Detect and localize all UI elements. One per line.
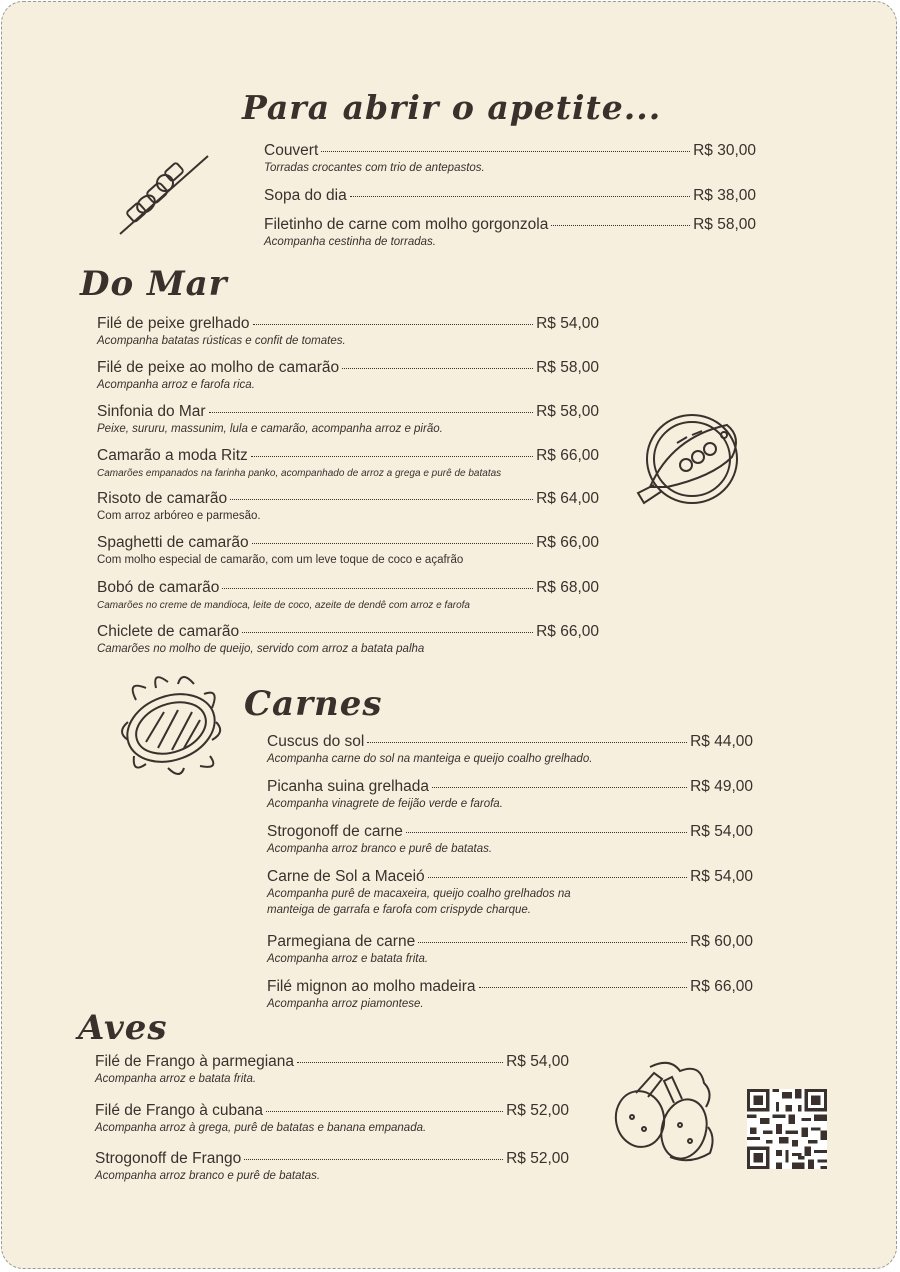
item-price: R$ 66,00	[536, 623, 599, 640]
item-name: Strogonoff de carne	[267, 823, 403, 840]
menu-item	[95, 1053, 569, 1087]
item-desc: Acompanha arroz e batata frita.	[267, 953, 429, 965]
item-name: Sopa do dia	[264, 187, 347, 204]
item-price: R$ 54,00	[690, 823, 753, 840]
menu-item	[97, 623, 599, 657]
menu-item	[97, 534, 599, 568]
item-name: Chiclete de camarão	[97, 623, 240, 640]
menu-item	[267, 823, 753, 857]
menu-item	[95, 1150, 569, 1184]
section-title-mar: Do Mar	[80, 264, 228, 304]
item-desc: Camarões no molho de queijo, servido com arroz a batata palha	[97, 643, 425, 655]
item-desc: Acompanha purê de macaxeira, queijo coalho grelhados na	[267, 888, 571, 900]
item-desc: Acompanha cestinha de torradas.	[264, 236, 436, 248]
menu-item	[267, 978, 753, 1012]
menu-item	[264, 216, 756, 250]
item-price: R$ 58,00	[536, 359, 599, 376]
item-name: Bobó de camarão	[97, 579, 220, 596]
item-name: Filé de Frango à cubana	[95, 1102, 264, 1119]
item-price: R$ 58,00	[693, 216, 756, 233]
item-desc: Acompanha vinagrete de feijão verde e farofa.	[267, 798, 503, 810]
item-price: R$ 30,00	[693, 142, 756, 159]
item-name: Filetinho de carne com molho gorgonzola	[264, 216, 549, 233]
menu-item	[267, 733, 753, 767]
item-price: R$ 54,00	[506, 1053, 569, 1070]
item-name: Filé de peixe ao molho de camarão	[97, 359, 340, 376]
item-desc: Acompanha arroz branco e purê de batatas.	[95, 1170, 321, 1182]
item-price: R$ 58,00	[536, 403, 599, 420]
item-price: R$ 52,00	[506, 1102, 569, 1119]
item-price: R$ 44,00	[690, 733, 753, 750]
item-name: Picanha suina grelhada	[267, 778, 430, 795]
menu-item	[267, 868, 753, 918]
item-name: Risoto de camarão	[97, 490, 228, 507]
item-name: Couvert	[264, 142, 319, 159]
item-desc: Com molho especial de camarão, com um leve toque de coco e açafrão	[97, 554, 464, 566]
fish-plate-icon	[632, 407, 744, 512]
item-name: Parmegiana de carne	[267, 933, 416, 950]
item-name: Carne de Sol a Maceió	[267, 868, 425, 885]
item-desc: Acompanha arroz e batata frita.	[95, 1073, 257, 1085]
menu-item	[97, 359, 599, 393]
item-name: Spaghetti de camarão	[97, 534, 249, 551]
skewer-icon	[114, 150, 214, 240]
item-desc: Camarões empanados na farinha panko, acompanhado de arroz a grega e purê de batatas	[97, 468, 502, 479]
menu-item	[97, 315, 599, 349]
item-name: Strogonoff de Frango	[95, 1150, 242, 1167]
item-desc: Torradas crocantes com trio de antepastos.	[264, 162, 485, 174]
item-name: Camarão a moda Ritz	[97, 447, 248, 464]
menu-page	[1, 1, 897, 1269]
menu-item	[267, 778, 753, 812]
item-desc: Acompanha arroz piamontese.	[267, 998, 424, 1010]
menu-item	[267, 933, 753, 967]
item-price: R$ 60,00	[690, 933, 753, 950]
item-desc-line2: manteiga de garrafa e farofa com crispyde charque.	[267, 904, 532, 916]
menu-item	[264, 142, 756, 176]
section-title-aperitivos: Para abrir o apetite...	[242, 88, 662, 127]
item-desc: Acompanha arroz branco e purê de batatas.	[267, 843, 493, 855]
item-price: R$ 66,00	[536, 534, 599, 551]
item-desc: Camarões no creme de mandioca, leite de coco, azeite de dendê com arroz e farofa	[97, 600, 470, 611]
item-price: R$ 66,00	[690, 978, 753, 995]
chicken-icon	[610, 1057, 720, 1167]
item-name: Sinfonia do Mar	[97, 403, 206, 420]
menu-item	[97, 403, 599, 437]
menu-item	[97, 579, 599, 613]
steak-icon	[116, 670, 226, 780]
section-title-carnes: Carnes	[244, 684, 383, 724]
item-desc: Com arroz arbóreo e parmesão.	[97, 510, 261, 522]
item-price: R$ 38,00	[693, 187, 756, 204]
item-desc: Acompanha carne do sol na manteiga e queijo coalho grelhado.	[267, 753, 593, 765]
menu-item	[97, 447, 599, 481]
item-desc: Acompanha arroz à grega, purê de batatas e banana empanada.	[95, 1122, 427, 1134]
menu-item	[264, 187, 756, 205]
item-desc: Acompanha arroz e farofa rica.	[97, 379, 255, 391]
item-price: R$ 54,00	[536, 315, 599, 332]
item-price: R$ 49,00	[690, 778, 753, 795]
item-price: R$ 68,00	[536, 579, 599, 596]
item-desc: Peixe, sururu, massunim, lula e camarão, acompanha arroz e pirão.	[97, 423, 443, 435]
item-name: Filé de peixe grelhado	[97, 315, 250, 332]
menu-item	[97, 490, 599, 524]
section-title-aves: Aves	[78, 1008, 168, 1048]
item-name: Filé mignon ao molho madeira	[267, 978, 476, 995]
item-name: Filé de Frango à parmegiana	[95, 1053, 295, 1070]
item-price: R$ 52,00	[506, 1150, 569, 1167]
item-name: Cuscus do sol	[267, 733, 365, 750]
menu-item	[95, 1102, 569, 1136]
item-desc: Acompanha batatas rústicas e confit de tomates.	[97, 335, 346, 347]
item-price: R$ 66,00	[536, 447, 599, 464]
item-price: R$ 64,00	[536, 490, 599, 507]
item-price: R$ 54,00	[690, 868, 753, 885]
qr-code	[747, 1089, 827, 1169]
